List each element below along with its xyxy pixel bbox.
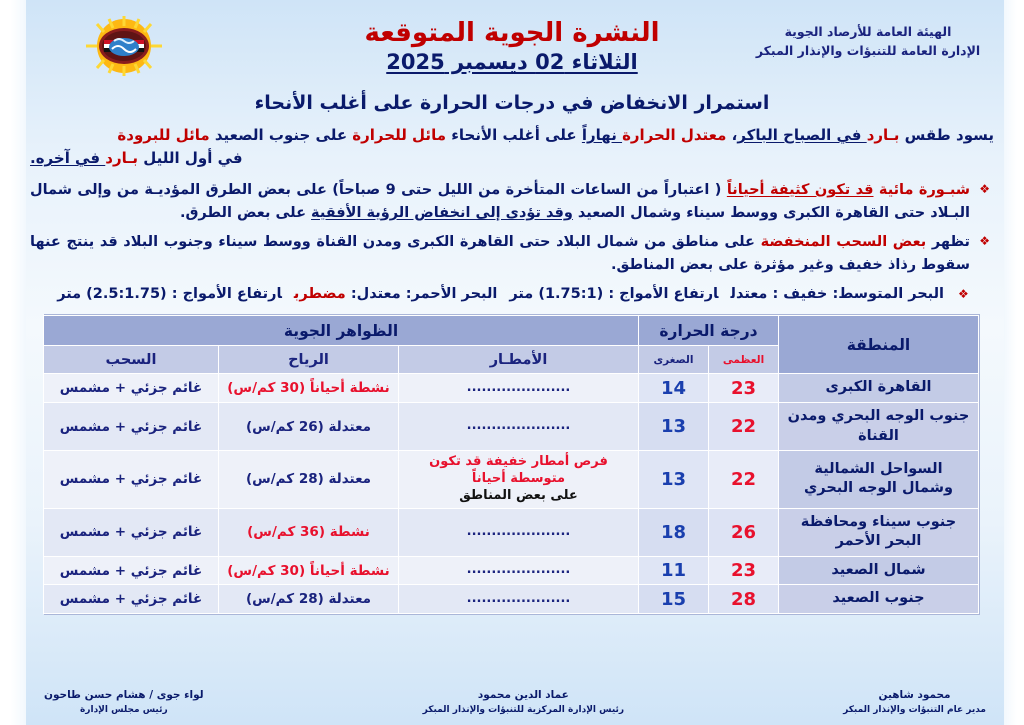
diamond-bullet-icon: ❖ [979,181,990,196]
summary-seg-2: بـارد [866,126,900,144]
cell-wind [219,374,399,403]
wind-speed: (36 كم/س) [247,524,330,541]
bullet-clouds [30,231,990,277]
org-line-2: الإدارة العامة للتنبؤات والإنذار المبكر [755,43,981,59]
table-row [43,451,978,509]
cell-max-temp: 23 [709,556,779,585]
fog-seg-3: ( اعتباراً من الساعات المتأخرة من الليل حتى 9 صباحاً) على بعض الطرق المؤديـة من وإلى شمال البـلاد حتى القاهرة الكبرى ووسط سيناء وشمال الصعيد [30,181,970,221]
med-waves-label: ارتفاع الأمواج : [603,286,719,303]
fog-seg-5: على بعض الطرق. [179,204,312,221]
signature-central-admin-head [423,688,624,717]
cell-min-temp: 13 [639,403,709,451]
bulletin-header [0,0,1024,88]
cell-clouds: غائم جزئي + مشمس [43,585,218,614]
col-header-min-temp: الصغرى [639,346,709,374]
signature-name: لواء جوى / هشام حسن طاحون [44,688,204,701]
bullet-sea-conditions [30,283,990,306]
summary-last-line [30,147,994,170]
table-row [43,508,978,556]
summary-seg-11: في أول الليل [138,149,243,168]
summary-seg-10: مائل للبرودة [117,126,210,144]
wind-state: معتدلة [328,418,372,435]
med-sea-label: البحر المتوسط: [832,286,945,303]
cell-rain [399,451,639,509]
cell-rain [399,556,639,585]
rain-none-dots: ..................... [466,418,571,434]
red-waves-label: ارتفاع الأمواج : [166,286,282,303]
red-sea-state-moderate: معتدل: [350,286,401,303]
med-sea-state: خفيف : معتدل [730,286,828,303]
med-waves-value: (1.75:1) متر [509,286,604,303]
cell-clouds: غائم جزئي + مشمس [43,451,218,509]
wind-state: نشطة أحياناً [309,380,390,397]
cell-wind [219,556,399,585]
wind-speed: (28 كم/س) [245,471,329,488]
col-header-rain: الأمطـار [399,346,639,374]
page-title: النشرة الجوية المتوقعة [364,18,660,48]
cell-min-temp: 15 [639,585,709,614]
col-group-temperature: درجة الحرارة [639,316,779,346]
cell-clouds: غائم جزئي + مشمس [43,508,218,556]
col-header-max-temp: العظمى [709,346,779,374]
signature-board-chairman [44,688,204,717]
rain-description: فرص أمطار خفيفة قد تكون متوسطة أحياناً [429,454,608,487]
summary-seg-1: يسود طقس [899,126,994,144]
left-margin-strip [0,0,26,725]
signature-forecast-director [843,688,986,717]
clouds-seg-1: تظهر [926,233,971,250]
rain-none-dots: ..................... [466,562,571,578]
cell-min-temp: 14 [639,374,709,403]
summary-seg-6: نهاراً [581,126,623,144]
cell-region: جنوب الصعيد [779,585,979,614]
wind-speed: (30 كم/س) [227,380,310,397]
signature-name: محمود شاهين [878,688,951,701]
rain-none-dots: ..................... [466,590,571,606]
summary-seg-12: بـارد [105,149,139,168]
summary-paragraph [30,124,994,171]
cell-rain [399,508,639,556]
signature-name: عماد الدين محمود [477,688,569,701]
bulletin-date: الثلاثاء 02 ديسمبر 2025 [386,50,638,74]
bullet-list [30,179,990,307]
table-row [43,374,978,403]
summary-seg-4: ، [726,126,738,144]
signature-footer [26,688,1004,717]
cell-max-temp: 26 [709,508,779,556]
rain-none-dots: ..................... [466,379,571,395]
wind-speed: (26 كم/س) [245,418,329,435]
cell-rain [399,585,639,614]
forecast-table [43,315,979,614]
wind-speed: (28 كم/س) [245,591,329,608]
col-header-region: المنطقة [779,316,979,374]
clouds-seg-3: على مناطق من شمال البلاد حتى القاهرة الكبرى ومدن القناة ووسط سيناء وجنوب البلاد قد ينتج عنها سقوط رذاذ خفيف وغير مؤثرة على بعض المناطق. [30,233,970,274]
cell-wind [219,508,399,556]
cell-clouds: غائم جزئي + مشمس [43,556,218,585]
wind-state: معتدلة [328,591,372,608]
summary-seg-8: مائل للحرارة [352,126,446,144]
wind-state: نشطة [329,524,370,541]
red-sea-state-rough: مضطرب [293,286,346,303]
cell-clouds: غائم جزئي + مشمس [43,374,218,403]
signature-role: مدير عام التنبؤات والإنذار المبكر [843,704,986,715]
summary-seg-7: على أغلب الأنحاء [446,126,582,144]
diamond-bullet-icon: ❖ [979,233,990,248]
summary-seg-3: في الصباح الباكر [737,126,867,144]
rain-none-dots: ..................... [466,523,571,539]
wind-state: نشطة أحياناً [309,562,390,579]
rain-area-note: على بعض المناطق [459,487,578,503]
cell-region: جنوب سيناء ومحافظة البحر الأحمر [779,508,979,556]
headline: استمرار الانخفاض في درجات الحرارة على أغلب الأنحاء [254,92,770,114]
cell-wind [219,585,399,614]
red-waves-value: (2.5:1.75) متر [57,286,167,303]
wind-state: معتدلة [328,471,372,488]
col-header-wind: الرياح [219,346,399,374]
table-row [43,403,978,451]
right-margin-strip [1004,0,1024,725]
cell-wind [219,451,399,509]
cell-clouds: غائم جزئي + مشمس [43,403,218,451]
forecast-table-body [43,374,978,614]
cell-max-temp: 28 [709,585,779,614]
cell-region: القاهرة الكبرى [779,374,979,403]
diamond-bullet-icon: ❖ [958,287,969,302]
cell-min-temp: 18 [639,508,709,556]
table-group-header-row [43,316,978,346]
bulletin-title-block [0,18,1024,74]
table-row [43,585,978,614]
col-header-clouds: السحب [43,346,218,374]
summary-seg-13: في آخره. [30,149,106,168]
cell-rain [399,374,639,403]
signature-role: رئيس مجلس الإدارة [79,704,168,715]
bullet-fog [30,179,990,225]
table-row [43,556,978,585]
col-group-phenomena: الظواهر الجوية [43,316,638,346]
summary-seg-5: معتدل الحرارة [622,126,727,144]
fog-seg-2: قد تكون كثيفة أحياناً [726,181,874,198]
signature-role: رئيس الإدارة المركزية للتنبؤات والإنذار المبكر [422,704,625,715]
summary-seg-9: على جنوب الصعيد [209,126,353,144]
red-sea-label: البحر الأحمر: [405,286,498,303]
fog-seg-1: شبـورة مائية [873,181,971,198]
cell-max-temp: 22 [709,403,779,451]
org-line-1: الهيئة العامة للأرصاد الجوية [784,24,952,39]
cell-region: جنوب الوجه البحري ومدن القناة [779,403,979,451]
cell-max-temp: 22 [709,451,779,509]
cell-wind [219,403,399,451]
cell-min-temp: 11 [639,556,709,585]
fog-seg-4: وقد تؤدى إلى انخفاض الرؤية الأفقية [311,204,573,221]
clouds-seg-2: بعض السحب المنخفضة [760,233,927,250]
cell-rain [399,403,639,451]
wind-speed: (30 كم/س) [227,562,310,579]
cell-max-temp: 23 [709,374,779,403]
cell-region: شمال الصعيد [779,556,979,585]
cell-min-temp: 13 [639,451,709,509]
forecast-table-container [44,314,980,615]
cell-region: السواحل الشمالية وشمال الوجه البحري [779,451,979,509]
